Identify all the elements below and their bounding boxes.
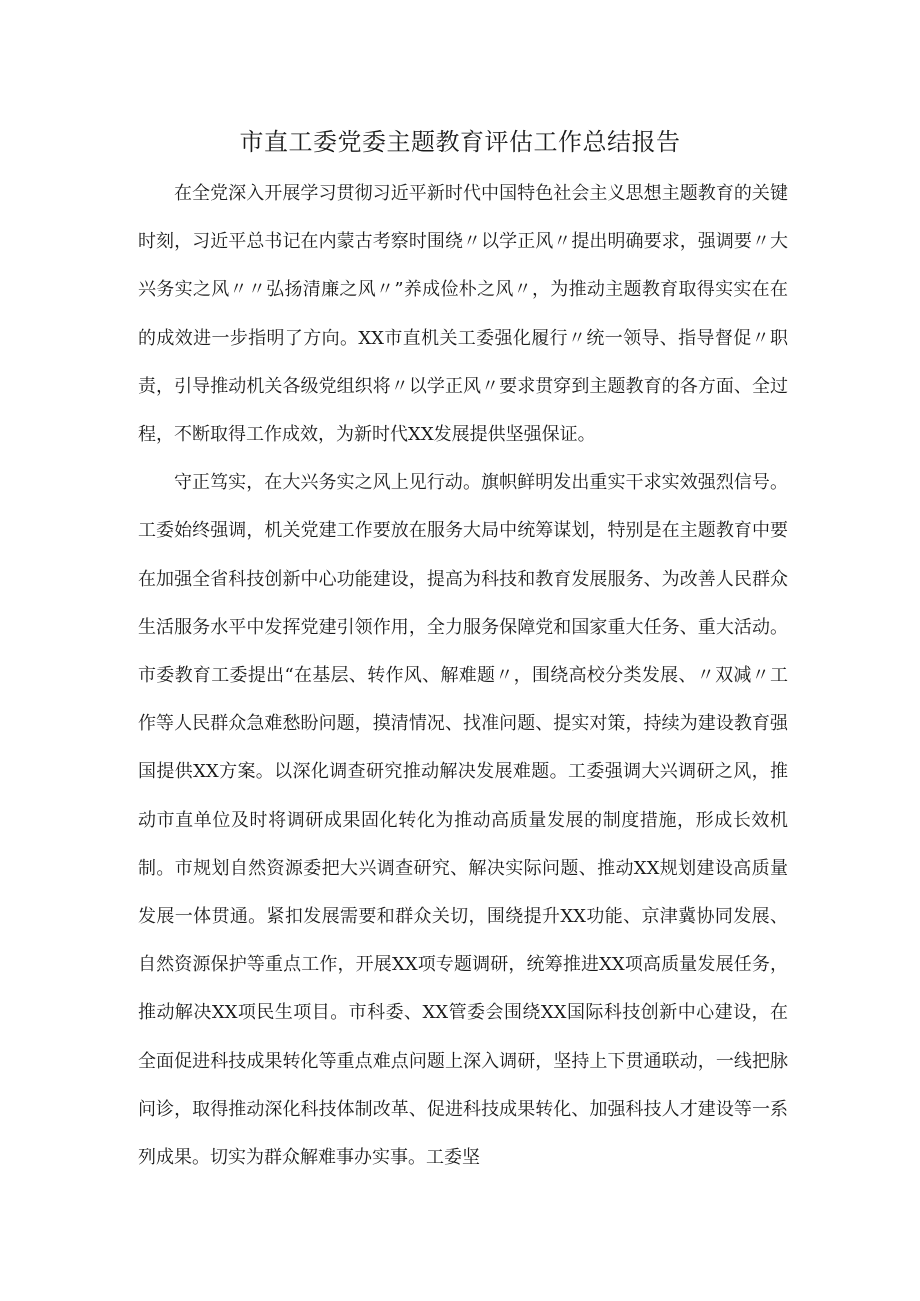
paragraph-intro: 在全党深入开展学习贯彻习近平新时代中国特色社会主义思想主题教育的关键时刻，习近平总书记在内蒙古考察时围绕〃以学正风〃提出明确要求，强调要〃大兴务实之风〃〃弘扬清廉之风〃”养成俭朴之风〃，为推动主题教育取得实实在在的成效进一步指明了方向。XX市直机关工委强化履行〃统一领导、指导督促〃职责，引导推动机关各级党组织将〃以学正风〃要求贯穿到主题教育的各方面、全过程，不断取得工作成效，为新时代XX发展提供坚强保证。 bbox=[138, 183, 788, 446]
document-body bbox=[138, 170, 788, 1182]
paragraph-practical-style: 守正笃实，在大兴务实之风上见行动。旗帜鲜明发出重实干求实效强烈信号。工委始终强调，机关党建工作要放在服务大局中统筹谋划，特别是在主题教育中要在加强全省科技创新中心功能建设，提高为科技和教育发展服务、为改善人民群众生活服务水平中发挥党建引领作用，全力服务保障党和国家重大任务、重大活动。市委教育工委提出“在基层、转作风、解难题〃，围绕高校分类发展、〃双减〃工作等人民群众急难愁盼问题，摸清情况、找准问题、提实对策，持续为建设教育强国提供XX方案。以深化调查研究推动解决发展难题。工委强调大兴调研之风，推动市直单位及时将调研成果固化转化为推动高质量发展的制度措施，形成长效机制。市规划自然资源委把大兴调查研究、解决实际问题、推动XX规划建设高质量发展一体贯通。紧扣发展需要和群众关切，围绕提升XX功能、京津冀协同发展、自然资源保护等重点工作，开展XX项专题调研，统筹推进XX项高质量发展任务，推动解决XX项民生项目。市科委、XX管委会围绕XX国际科技创新中心建设，在全面促进科技成果转化等重点难点问题上深入调研，坚持上下贯通联动，一线把脉问诊，取得推动深化科技体制改革、促进科技成果转化、加强科技人才建设等一系列成果。切实为群众解难事办实事。工委坚 bbox=[138, 472, 788, 1169]
document-title: 市直工委党委主题教育评估工作总结报告 bbox=[239, 128, 681, 156]
